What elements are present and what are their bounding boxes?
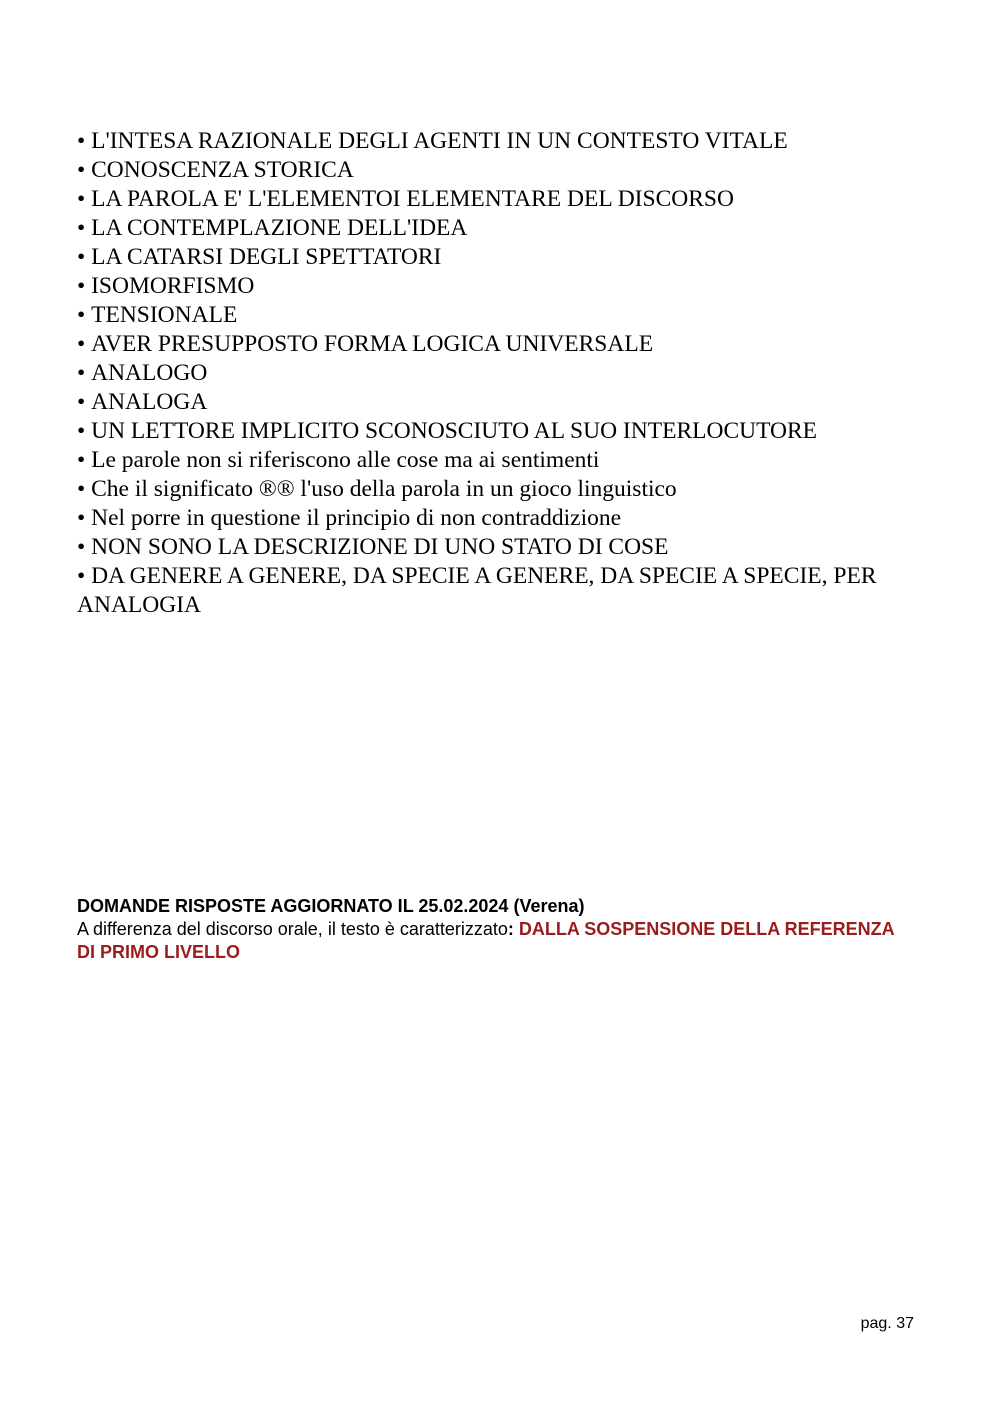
list-item: • L'INTESA RAZIONALE DEGLI AGENTI IN UN CONTESTO VITALE [77, 127, 917, 156]
list-item: • ANALOGO [77, 359, 917, 388]
list-item: • DA GENERE A GENERE, DA SPECIE A GENERE, DA SPECIE A SPECIE, PER ANALOGIA [77, 562, 917, 620]
section-heading: DOMANDE RISPOSTE AGGIORNATO IL 25.02.2024 (Verena) [77, 896, 585, 916]
list-item: • LA CONTEMPLAZIONE DELL'IDEA [77, 214, 917, 243]
list-item: • AVER PRESUPPOSTO FORMA LOGICA UNIVERSALE [77, 330, 917, 359]
question-answer [77, 918, 907, 964]
list-item: • Che il significato ®® l'uso della parola in un gioco linguistico [77, 475, 917, 504]
list-item: • TENSIONALE [77, 301, 917, 330]
answer-bullet-list [77, 127, 917, 620]
question-separator: : [507, 919, 514, 939]
answer-text: DALLA SOSPENSIONE DELLA REFERENZA DI PRIMO LIVELLO [77, 919, 894, 962]
list-item: • ANALOGA [77, 388, 917, 417]
qa-section [77, 895, 907, 964]
list-item: • LA CATARSI DEGLI SPETTATORI [77, 243, 917, 272]
page-number: pag. 37 [860, 1315, 914, 1332]
list-item: • LA PAROLA E' L'ELEMENTOI ELEMENTARE DEL DISCORSO [77, 185, 917, 214]
list-item: • UN LETTORE IMPLICITO SCONOSCIUTO AL SUO INTERLOCUTORE [77, 417, 917, 446]
question-text: A differenza del discorso orale, il testo è caratterizzato [77, 919, 508, 939]
list-item: • Nel porre in questione il principio di non contraddizione [77, 504, 917, 533]
list-item: • Le parole non si riferiscono alle cose ma ai sentimenti [77, 446, 917, 475]
list-item: • ISOMORFISMO [77, 272, 917, 301]
list-item: • CONOSCENZA STORICA [77, 156, 917, 185]
list-item: • NON SONO LA DESCRIZIONE DI UNO STATO DI COSE [77, 533, 917, 562]
